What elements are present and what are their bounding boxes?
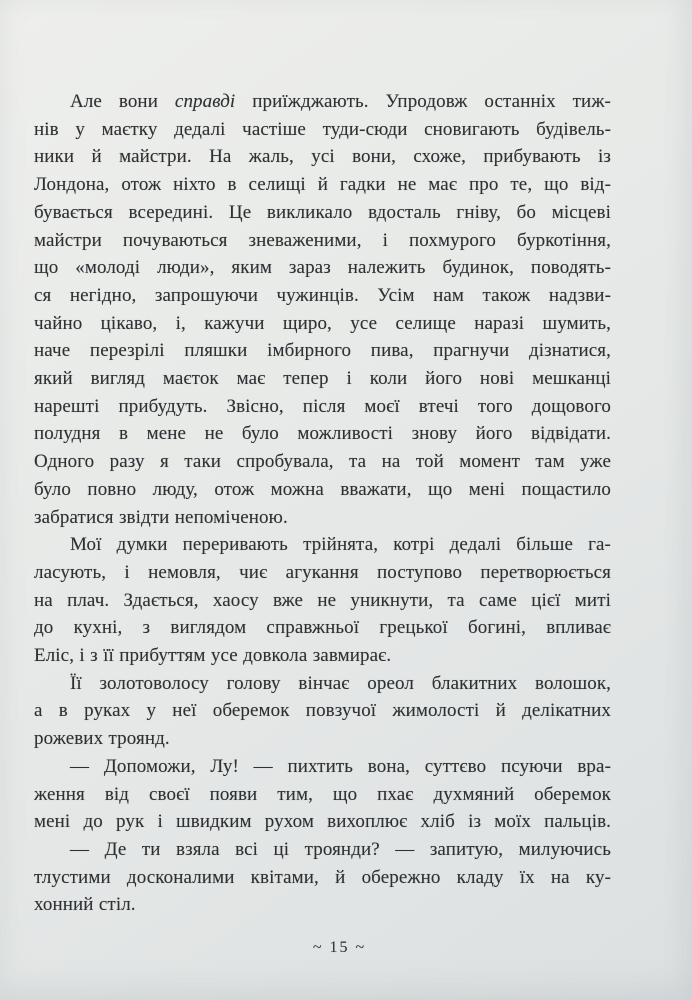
text-line: ся негідно, запрошуючи чужинців. Усім нам також надзви-: [34, 284, 611, 306]
text-line: ласують, і немовля, чиє агукання поступово перетворюється: [34, 561, 611, 583]
text-line: забратися звідти непоміченою.: [34, 506, 288, 528]
text-line: який вигляд маєток має тепер і коли його нові мешканці: [34, 368, 611, 390]
text-line: мені до рук і швидким рухом вихоплює хліб із моїх пальців.: [34, 811, 611, 833]
text-line: Еліс, і з її прибуттям усе довкола завмирає.: [34, 645, 392, 667]
text-line: на плач. Здається, хаосу вже не уникнути, та саме цієї миті: [34, 589, 611, 611]
italic-text: справді: [174, 91, 236, 112]
text-line: — Допоможи, Лу! — пихтить вона, суттєво псуючи вра-: [70, 755, 611, 777]
text-line: нарешті прибудуть. Звісно, після моєї втечі того дощового: [34, 395, 611, 417]
text-line: а в руках у неї оберемок повзучої жимолості й делікатних: [34, 700, 611, 722]
text-line: Лондона, отож ніхто в селищі й гадки не має про те, що від-: [34, 174, 611, 196]
text-line: тлустими досконалими квітами, й обережно кладу їх на ку-: [34, 866, 611, 888]
paragraph: [34, 531, 611, 670]
text-line: полудня в мене не було можливості знову його відвідати.: [34, 423, 611, 445]
text-line: чайно цікаво, і, кажучи щиро, усе селище наразі шумить,: [34, 312, 611, 334]
text-line: було повно люду, отож можна вважати, що мені пощастило: [34, 478, 611, 500]
text-line: що «молоді люди», яким зараз належить будинок, поводять-: [34, 257, 611, 279]
text-line: хонний стіл.: [34, 894, 136, 916]
page-text: [34, 88, 611, 919]
paragraph: [34, 88, 611, 531]
text-line: нів у маєтку дедалі частіше туди-сюди сновигають будівель-: [34, 118, 611, 140]
paragraph: [34, 836, 611, 919]
text-line: Одного разу я таки спробувала, та на той момент там уже: [34, 451, 611, 473]
page-number: ~ 15 ~: [312, 939, 367, 956]
text-line: наче перезрілі пляшки імбирного пива, прагнучи дізнатися,: [34, 340, 611, 362]
text-line: — Де ти взяла всі ці троянди? — запитую, милуючись: [70, 838, 611, 860]
text-line: до кухні, з виглядом справжньої грецької богині, впливає: [34, 617, 611, 639]
text-line: майстри почуваються зневаженими, і похмурого буркотіння,: [34, 229, 611, 251]
paragraph: [34, 670, 611, 753]
text-line: ження від своєї появи тим, що пхає духмяний оберемок: [34, 783, 611, 805]
text-line: бувається всередині. Це викликало вдосталь гніву, бо місцеві: [34, 201, 611, 223]
paragraph: [34, 753, 611, 836]
text-line: Її золотоволосу голову вінчає ореол блакитних волошок,: [70, 672, 611, 694]
text-line: рожевих троянд.: [34, 728, 170, 750]
text-line: Мої думки переривають трійнята, котрі дедалі більше га-: [70, 534, 611, 556]
text-line: Але вони справді приїжджають. Упродовж останніх тиж-: [70, 91, 611, 112]
text-line: ники й майстри. На жаль, усі вони, схоже, прибувають із: [34, 146, 611, 168]
